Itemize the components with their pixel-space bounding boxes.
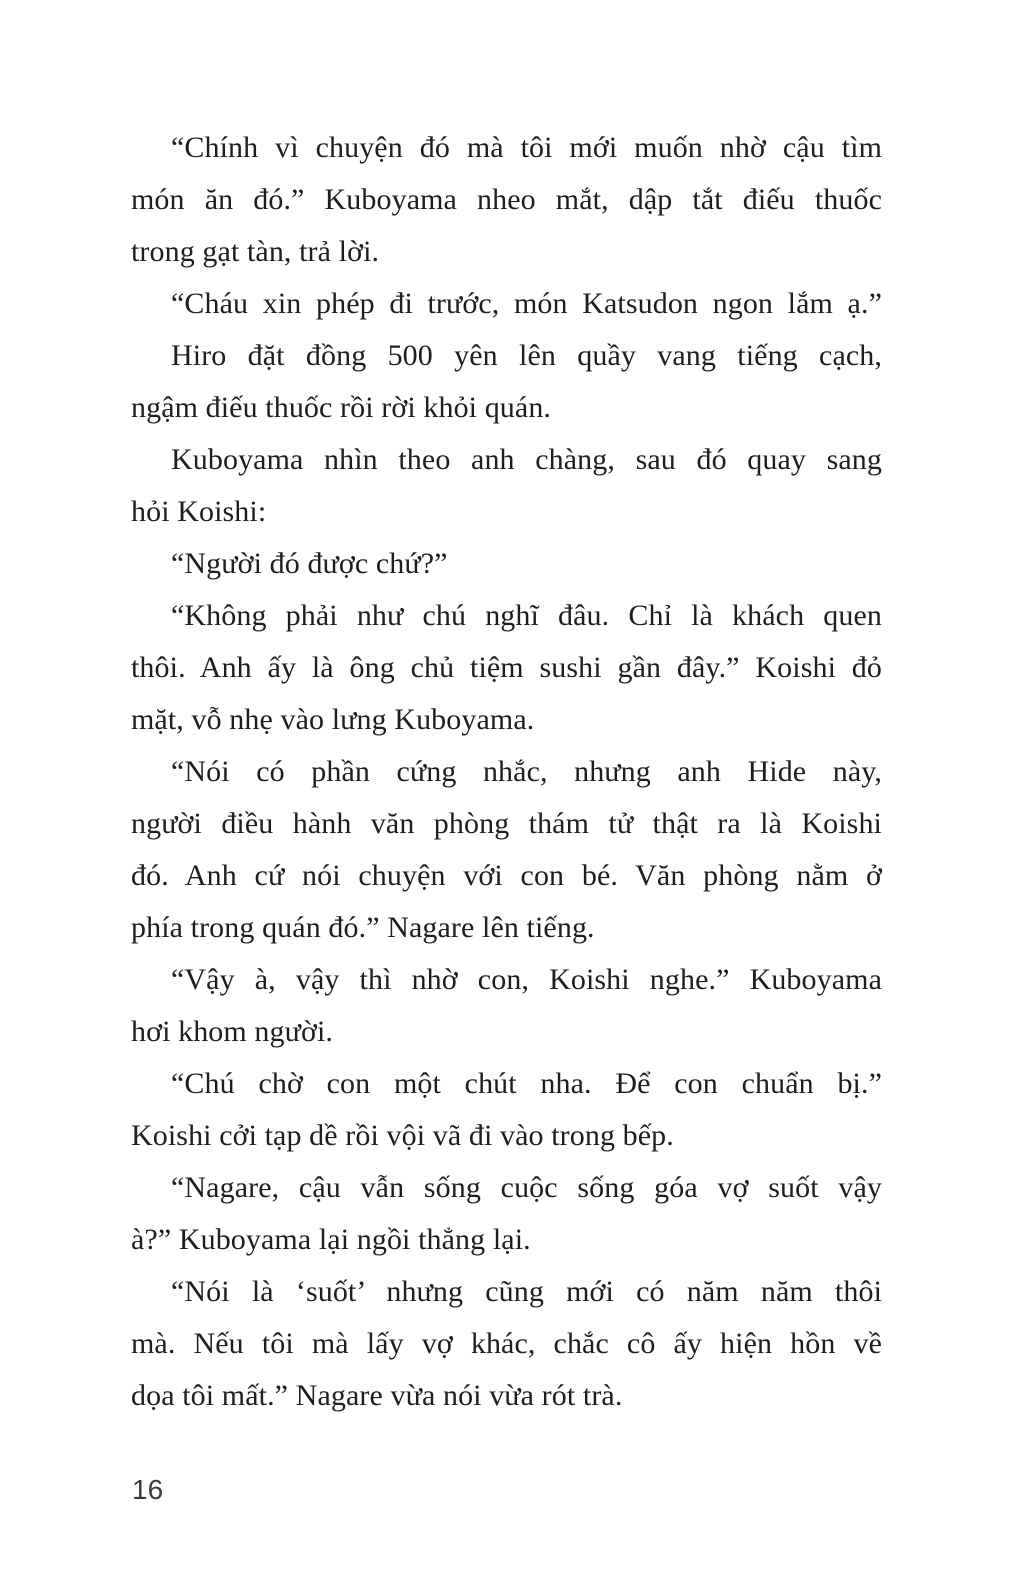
paragraph	[131, 1162, 882, 1266]
paragraph	[131, 434, 882, 538]
page-number: 16	[132, 1474, 164, 1505]
text-line: đó. Anh cứ nói chuyện với con bé. Văn phòng nằm ở	[131, 859, 882, 892]
paragraph	[131, 746, 882, 954]
text-line: dọa tôi mất.” Nagare vừa nói vừa rót trà.	[131, 1379, 623, 1412]
text-line: Koishi cởi tạp dề rồi vội vã đi vào trong bếp.	[131, 1119, 674, 1152]
page-text	[131, 122, 882, 1422]
text-line: “Chính vì chuyện đó mà tôi mới muốn nhờ cậu tìm	[171, 131, 882, 164]
text-line: thôi. Anh ấy là ông chủ tiệm sushi gần đây.” Koishi đỏ	[131, 651, 882, 684]
text-line: Hiro đặt đồng 500 yên lên quầy vang tiếng cạch,	[171, 339, 882, 372]
text-line: “Vậy à, vậy thì nhờ con, Koishi nghe.” Kuboyama	[171, 963, 882, 996]
text-line: à?” Kuboyama lại ngồi thẳng lại.	[131, 1223, 531, 1256]
text-line: “Chú chờ con một chút nha. Để con chuẩn bị.”	[171, 1067, 882, 1100]
paragraph	[131, 278, 882, 330]
text-line: hơi khom người.	[131, 1015, 333, 1048]
text-line: ngậm điếu thuốc rồi rời khỏi quán.	[131, 391, 552, 424]
text-line: hỏi Koishi:	[131, 495, 267, 528]
paragraph	[131, 330, 882, 434]
paragraph	[131, 1266, 882, 1422]
text-line: “Nagare, cậu vẫn sống cuộc sống góa vợ suốt vậy	[171, 1171, 882, 1204]
text-line: người điều hành văn phòng thám tử thật ra là Koishi	[131, 807, 882, 840]
paragraph	[131, 954, 882, 1058]
text-line: món ăn đó.” Kuboyama nheo mắt, dập tắt điếu thuốc	[131, 183, 882, 216]
text-line: phía trong quán đó.” Nagare lên tiếng.	[131, 911, 595, 944]
text-line: Kuboyama nhìn theo anh chàng, sau đó quay sang	[171, 443, 882, 476]
text-line: “Người đó được chứ?”	[171, 547, 448, 580]
text-line: “Nói là ‘suốt’ nhưng cũng mới có năm năm thôi	[171, 1275, 882, 1308]
text-line: trong gạt tàn, trả lời.	[131, 235, 380, 268]
paragraph	[131, 122, 882, 278]
paragraph	[131, 590, 882, 746]
page-footer	[132, 1474, 163, 1506]
text-line: “Không phải như chú nghĩ đâu. Chỉ là khách quen	[171, 599, 882, 632]
paragraph	[131, 1058, 882, 1162]
paragraph	[131, 538, 882, 590]
text-line: “Nói có phần cứng nhắc, nhưng anh Hide này,	[171, 755, 882, 788]
text-line: “Cháu xin phép đi trước, món Katsudon ngon lắm ạ.”	[171, 287, 882, 320]
text-line: mặt, vỗ nhẹ vào lưng Kuboyama.	[131, 703, 535, 736]
text-line: mà. Nếu tôi mà lấy vợ khác, chắc cô ấy hiện hồn về	[131, 1327, 882, 1360]
